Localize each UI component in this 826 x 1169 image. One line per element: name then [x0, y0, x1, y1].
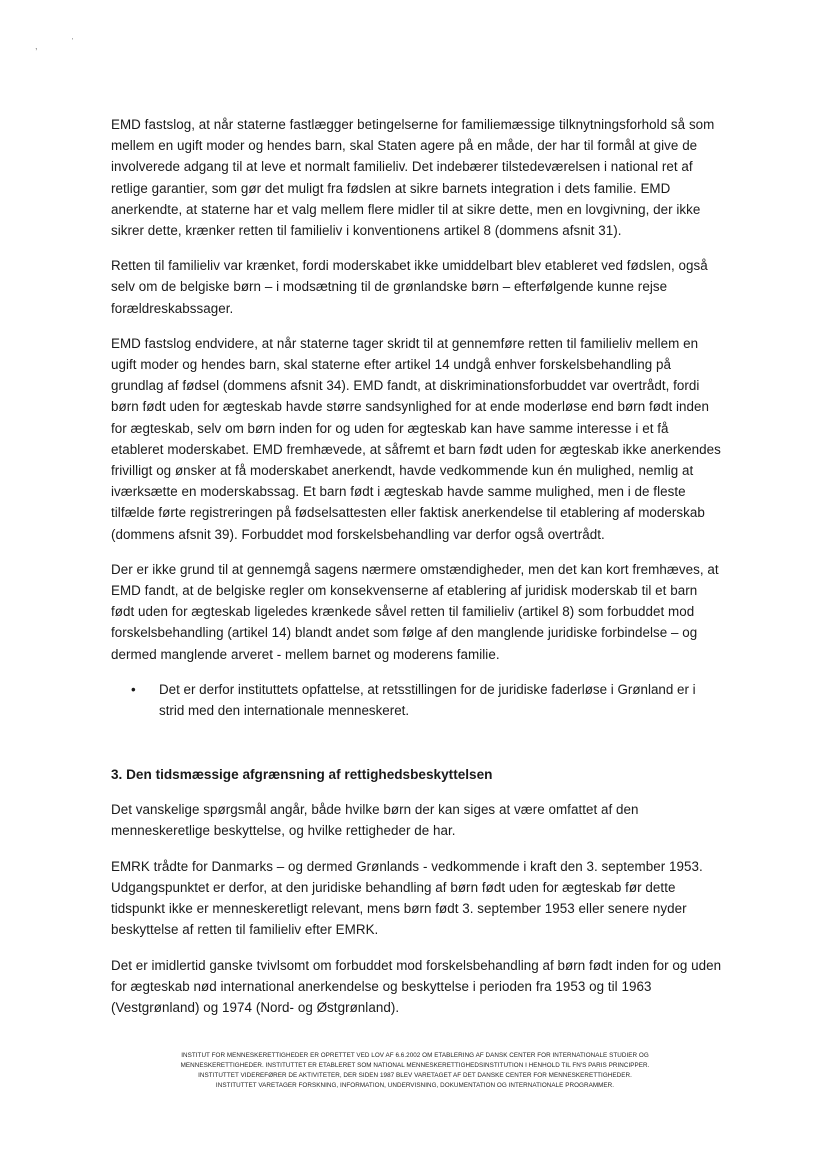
paragraph: EMD fastslog endvidere, at når staterne tager skridt til at gennemføre retten til familieliv mellem en ugift moder og hendes barn, skal staterne efter artikel 14 undgå enhver forskelsbehandling på grundlag af fødsel (dommens afsnit 34). EMD fandt, at diskriminationsforbuddet var overtrådt, fordi børn født uden for ægteskab havde større sandsynlighed for at ende moderløse end børn født inden for ægteskab, selv om børn inden for og uden for ægteskab kan have samme interesse i et få etableret moderskabet. EMD fremhævede, at såfremt et barn født uden for ægteskab ikke anerkendes frivilligt og ønsker at få moderskabet anerkendt, havde vedkommende kun én mulighed, nemlig at iværksætte en moderskabssag. Et barn født i ægteskab havde samme mulighed, men i de fleste tilfælde førte registreringen på fødselsattesten eller faktisk anerkendelse til etablering af moderskab (dommens afsnit 39). Forbuddet mod forskelsbehandling var derfor også overtrådt. — [111, 335, 721, 542]
footer-line: INSTITUTTET VARETAGER FORSKNING, INFORMATION, UNDERVISNING, DOKUMENTATION OG INTERNATIONALE PROGRAMMER. — [215, 1082, 615, 1089]
footer-line: INSTITUTTET VIDEREFØRER DE AKTIVITETER, DER SIDEN 1987 BLEV VARETAGET AF DET DANSKE CENTER FOR MENNESKERETTIGHEDER. — [198, 1072, 632, 1079]
footer-line: MENNESKERETTIGHEDER. INSTITUTTET ER ETABLERET SOM NATIONAL MENNESKERETTIGHEDSINSTITUTION I HENHOLD TIL FN'S PARIS PRINCIPPER. — [180, 1062, 650, 1069]
page-footer — [160, 1051, 670, 1091]
scan-speck: ' — [72, 38, 74, 45]
section-heading: 3. Den tidsmæssige afgrænsning af rettighedsbeskyttelsen — [111, 767, 493, 783]
bullet-icon: • — [131, 681, 136, 697]
paragraph: EMRK trådte for Danmarks – og dermed Grønlands - vedkommende i kraft den 3. september 1953. Udgangspunktet er derfor, at den juridiske behandling af børn født uden for ægteskab før dette tidspunkt ikke er menneskeretligt relevant, mens børn født 3. september 1953 eller senere nyder beskyttelse af retten til familieliv efter EMRK. — [111, 858, 703, 938]
paragraph: Retten til familieliv var krænket, fordi moderskabet ikke umiddelbart blev etableret ved fødslen, også selv om de belgiske børn – i modsætning til de grønlandske børn – efterfølgende kunne rejse forældreskabssager. — [111, 258, 708, 316]
paragraph: EMD fastslog, at når staterne fastlægger betingelserne for familiemæssige tilknytningsforhold så som mellem en ugift moder og hendes barn, skal Staten agere på en måde, der har til formål at give de involverede adgang til at leve et normalt familieliv. Det indebærer tilstedeværelsen i national ret af retlige garantier, som gør det muligt fra fødslen at sikre barnets integration i dets familie. EMD anerkendte, at staterne har et valg mellem flere midler til at sikre dette, men en lovgivning, der ikke sikrer dette, krænker retten til familieliv i konventionens artikel 8 (dommens afsnit 31). — [111, 117, 715, 239]
bullet-list — [111, 679, 723, 721]
footer-line: INSTITUT FOR MENNESKERETTIGHEDER ER OPRETTET VED LOV AF 6.6.2002 OM ETABLERING AF DANSK CENTER FOR INTERNATIONALE STUDIER OG — [181, 1052, 649, 1059]
paragraph: Det er imidlertid ganske tvivlsomt om forbuddet mod forskelsbehandling af børn født inden for og uden for ægteskab nød international anerkendelse og beskyttelse i perioden fra 1953 og til 1963 (Vestgrønland) og 1974 (Nord- og Østgrønland). — [111, 957, 722, 1015]
document-body — [111, 114, 723, 1032]
paragraph: Der er ikke grund til at gennemgå sagens nærmere omstændigheder, men det kan kort fremhæves, at EMD fandt, at de belgiske regler om konsekvenserne af etablering af juridisk moderskab til et barn født uden for ægteskab ligeledes krænkede såvel retten til familieliv (artikel 8) som forbuddet mod forskelsbehandling (artikel 14) blandt andet som følge af den manglende juridiske forbindelse – og dermed manglende arveret - mellem barnet og moderens familie. — [111, 561, 719, 662]
bullet-text: Det er derfor instituttets opfattelse, at retsstillingen for de juridiske faderløse i Grønland er i strid med den internationale menneskeret. — [159, 681, 696, 719]
scan-speck: , — [35, 41, 38, 51]
paragraph: Det vanskelige spørgsmål angår, både hvilke børn der kan siges at være omfattet af den menneskeretlige beskyttelse, og hvilke rettigheder de har. — [111, 802, 639, 839]
list-item — [111, 679, 723, 721]
